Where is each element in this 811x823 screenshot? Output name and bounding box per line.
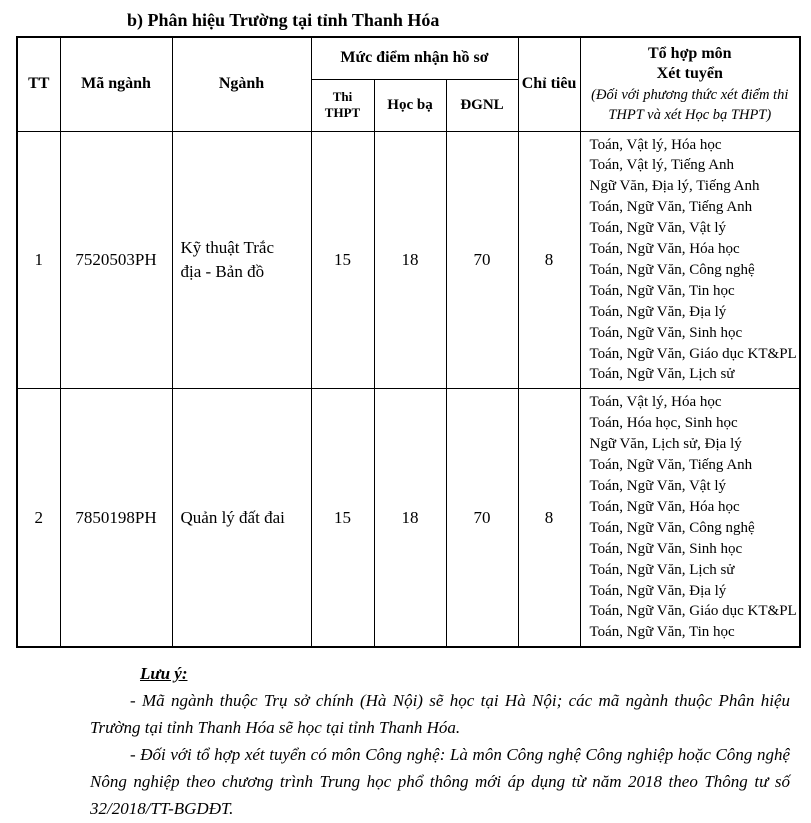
to-hop-line: Ngữ Văn, Địa lý, Tiếng Anh: [589, 178, 760, 195]
to-hop-line: Toán, Ngữ Văn, Sinh học: [589, 324, 743, 341]
cell-to-hop: [580, 389, 800, 647]
to-hop-line: Toán, Vật lý, Tiếng Anh: [589, 157, 735, 174]
to-hop-line: Toán, Vật lý, Hóa học: [589, 394, 722, 411]
document-page: [0, 9, 811, 823]
to-hop-line: Toán, Ngữ Văn, Hóa học: [589, 241, 740, 258]
to-hop-title-line2: Xét tuyển: [656, 64, 723, 82]
notes-section: [90, 660, 790, 822]
notes-label: Lưu ý:: [140, 664, 188, 684]
to-hop-line: Toán, Ngữ Văn, Vật lý: [589, 478, 727, 494]
table-row: [17, 131, 800, 389]
to-hop-line: Toán, Ngữ Văn, Giáo dục KT&PL: [589, 345, 797, 362]
col-header-to-hop: [580, 37, 800, 131]
col-header-nganh: Ngành: [172, 37, 311, 131]
section-title: b) Phân hiệu Trường tại tỉnh Thanh Hóa: [127, 10, 440, 30]
cell-tt: 2: [17, 389, 60, 647]
to-hop-line: Toán, Ngữ Văn, Vật lý: [589, 220, 727, 237]
col-header-chi-tieu: Chỉ tiêu: [518, 37, 580, 131]
table-row: [17, 389, 800, 647]
to-hop-line: Toán, Ngữ Văn, Hóa học: [589, 498, 740, 515]
col-header-muc-diem: Mức điểm nhận hồ sơ: [311, 37, 518, 79]
to-hop-line: Toán, Ngữ Văn, Giáo dục KT&PL: [589, 603, 797, 620]
to-hop-line: Toán, Ngữ Văn, Tin học: [589, 282, 735, 299]
cell-thi-thpt: 15: [311, 389, 374, 647]
to-hop-line: Toán, Ngữ Văn, Lịch sử: [589, 366, 735, 383]
cell-to-hop: [580, 131, 800, 389]
to-hop-method-note: (Đối với phương thức xét điểm thi THPT và xét Học bạ THPT): [591, 86, 789, 123]
to-hop-title-line1: Tổ hợp môn: [648, 44, 732, 62]
to-hop-line: Toán, Ngữ Văn, Địa lý: [589, 582, 727, 599]
col-header-hoc-ba: Học bạ: [374, 79, 446, 131]
to-hop-line: Toán, Hóa học, Sinh học: [589, 415, 738, 432]
to-hop-line: Toán, Vật lý, Hóa học: [589, 136, 722, 153]
cell-tt: 1: [17, 131, 60, 389]
to-hop-line: Toán, Ngữ Văn, Sinh học: [589, 540, 743, 557]
to-hop-line: Toán, Ngữ Văn, Tin học: [589, 624, 735, 641]
cell-nganh: Quản lý đất đai: [172, 389, 311, 647]
to-hop-line: Toán, Ngữ Văn, Tiếng Anh: [589, 199, 753, 216]
to-hop-line: Toán, Ngữ Văn, Công nghệ: [589, 261, 755, 278]
to-hop-line: Toán, Ngữ Văn, Địa lý: [589, 303, 727, 320]
col-header-dgnl: ĐGNL: [446, 79, 518, 131]
cell-chi-tieu: 8: [518, 389, 580, 647]
note-item-campus: - Mã ngành thuộc Trụ sở chính (Hà Nội) sẽ học tại Hà Nội; các mã ngành thuộc Phân hiệu Trường tại tỉnh Thanh Hóa sẽ học tại tỉnh Thanh Hóa.: [90, 691, 790, 738]
cell-dgnl: 70: [446, 131, 518, 389]
col-header-tt: TT: [17, 37, 60, 131]
admissions-table: [16, 36, 801, 648]
table-header: [17, 37, 800, 131]
cell-ma-nganh: 7520503PH: [60, 131, 172, 389]
to-hop-line: Toán, Ngữ Văn, Lịch sử: [589, 561, 735, 578]
note-item-cong-nghe: - Đối với tổ hợp xét tuyển có môn Công nghệ: Là môn Công nghệ Công nghiệp hoặc Công nghệ Nông nghiệp theo chương trình Trung học phổ thông mới áp dụng từ năm 2018 theo Thông tư số 32/2018/TT-BGDĐT.: [90, 745, 790, 819]
col-header-thi-thpt: Thi THPT: [311, 79, 374, 131]
cell-dgnl: 70: [446, 389, 518, 647]
cell-thi-thpt: 15: [311, 131, 374, 389]
to-hop-line: Toán, Ngữ Văn, Công nghệ: [589, 519, 755, 536]
cell-hoc-ba: 18: [374, 131, 446, 389]
cell-chi-tieu: 8: [518, 131, 580, 389]
cell-ma-nganh: 7850198PH: [60, 389, 172, 647]
cell-hoc-ba: 18: [374, 389, 446, 647]
header-row-top: [17, 37, 800, 79]
cell-nganh: Kỹ thuật Trắc địa - Bản đồ: [172, 131, 311, 389]
to-hop-line: Ngữ Văn, Lịch sử, Địa lý: [589, 436, 742, 453]
to-hop-line: Toán, Ngữ Văn, Tiếng Anh: [589, 457, 753, 474]
col-header-ma-nganh: Mã ngành: [60, 37, 172, 131]
